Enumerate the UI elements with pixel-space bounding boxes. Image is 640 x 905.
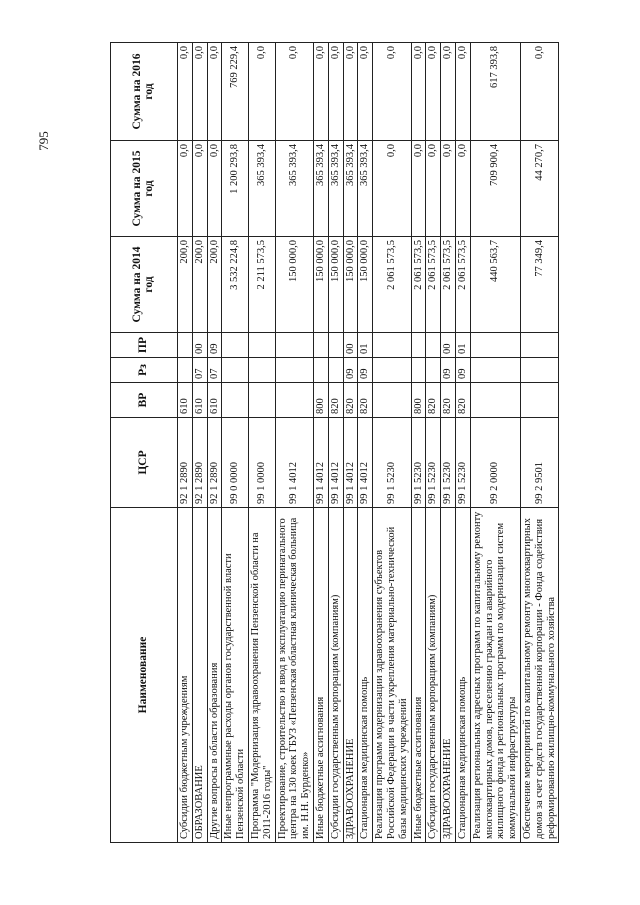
- table-row: [358, 43, 373, 843]
- row-name: Реализация региональных адресных программ по капитальному ремонту многоквартирных домов, переселению граждан из аварийного жилищного фонда и региональных программ по модернизации систем коммунальной инфраструктуры: [470, 508, 520, 843]
- row-vr: 820: [441, 383, 456, 418]
- row-rz: 09: [455, 358, 470, 383]
- row-rz: [426, 358, 441, 383]
- row-csr: 92 1 2890: [178, 418, 193, 508]
- row-pr: 00: [441, 333, 456, 358]
- header-2014: Сумма на 2014 год: [111, 237, 178, 333]
- row-vr: 610: [207, 383, 222, 418]
- table-row: [313, 43, 328, 843]
- row-rz: [222, 358, 249, 383]
- row-pr: 00: [192, 333, 207, 358]
- row-csr: 99 1 0000: [248, 418, 275, 508]
- row-name: Субсидии государственным корпорациям (компаниям): [328, 508, 343, 843]
- row-csr: 99 1 4012: [313, 418, 328, 508]
- row-vr: 610: [178, 383, 193, 418]
- row-vr: [520, 383, 558, 418]
- row-sum-2016: 0,0: [343, 43, 358, 141]
- row-sum-2014: 200,0: [192, 237, 207, 333]
- row-vr: 800: [411, 383, 426, 418]
- row-pr: 09: [207, 333, 222, 358]
- row-sum-2015: 365 393,4: [313, 141, 328, 237]
- row-sum-2016: 0,0: [441, 43, 456, 141]
- row-csr: 99 1 4012: [343, 418, 358, 508]
- row-sum-2014: 2 061 573,5: [411, 237, 426, 333]
- row-pr: [275, 333, 313, 358]
- row-vr: [470, 383, 520, 418]
- row-pr: [248, 333, 275, 358]
- row-rz: 09: [441, 358, 456, 383]
- row-csr: 99 2 9501: [520, 418, 558, 508]
- row-vr: [373, 383, 411, 418]
- row-csr: 99 1 5230: [373, 418, 411, 508]
- row-sum-2014: 2 061 573,5: [455, 237, 470, 333]
- row-sum-2016: 0,0: [426, 43, 441, 141]
- row-pr: [426, 333, 441, 358]
- row-csr: 99 2 0000: [470, 418, 520, 508]
- row-sum-2016: 0,0: [192, 43, 207, 141]
- row-rz: [248, 358, 275, 383]
- row-sum-2015: 365 393,4: [358, 141, 373, 237]
- row-name: Иные непрограммные расходы органов государственной власти Пензенской области: [222, 508, 249, 843]
- row-sum-2016: 0,0: [328, 43, 343, 141]
- table-row: [328, 43, 343, 843]
- row-sum-2014: 200,0: [178, 237, 193, 333]
- row-vr: 820: [328, 383, 343, 418]
- header-vr: ВР: [111, 383, 178, 418]
- row-pr: 00: [343, 333, 358, 358]
- row-vr: 820: [343, 383, 358, 418]
- row-sum-2016: 0,0: [373, 43, 411, 141]
- row-sum-2015: 365 393,4: [343, 141, 358, 237]
- row-csr: 99 1 5230: [441, 418, 456, 508]
- row-rz: [313, 358, 328, 383]
- row-rz: [178, 358, 193, 383]
- row-csr: 92 1 2890: [192, 418, 207, 508]
- row-sum-2014: 3 532 224,8: [222, 237, 249, 333]
- row-pr: [411, 333, 426, 358]
- row-sum-2015: 0,0: [426, 141, 441, 237]
- row-pr: [373, 333, 411, 358]
- row-sum-2015: 44 270,7: [520, 141, 558, 237]
- row-sum-2015: 0,0: [192, 141, 207, 237]
- row-sum-2015: 1 200 293,8: [222, 141, 249, 237]
- row-sum-2015: 0,0: [441, 141, 456, 237]
- row-name: Проектирование, строительство и ввод в эксплуатацию перинатального центра на 130 коек ГБУЗ «Пензенская областная клиническая больница им. Н.Н. Бурденко»: [275, 508, 313, 843]
- row-sum-2014: 150 000,0: [313, 237, 328, 333]
- row-sum-2016: 0,0: [411, 43, 426, 141]
- header-2015: Сумма на 2015 год: [111, 141, 178, 237]
- table-row: [222, 43, 249, 843]
- row-pr: [470, 333, 520, 358]
- row-sum-2015: 0,0: [373, 141, 411, 237]
- table-row: [207, 43, 222, 843]
- row-sum-2014: 150 000,0: [328, 237, 343, 333]
- row-sum-2014: 2 061 573,5: [441, 237, 456, 333]
- row-rz: [470, 358, 520, 383]
- table-header-row: [111, 43, 178, 843]
- row-sum-2014: 77 349,4: [520, 237, 558, 333]
- table-row: [411, 43, 426, 843]
- row-vr: [275, 383, 313, 418]
- row-sum-2015: 365 393,4: [248, 141, 275, 237]
- row-sum-2014: 2 061 573,5: [426, 237, 441, 333]
- table-row: [455, 43, 470, 843]
- row-rz: 07: [207, 358, 222, 383]
- row-name: ЗДРАВООХРАНЕНИЕ: [343, 508, 358, 843]
- header-rz: Рз: [111, 358, 178, 383]
- row-name: Стационарная медицинская помощь: [358, 508, 373, 843]
- row-csr: 99 0 0000: [222, 418, 249, 508]
- row-rz: [520, 358, 558, 383]
- row-pr: [178, 333, 193, 358]
- row-sum-2016: 0,0: [358, 43, 373, 141]
- row-vr: [248, 383, 275, 418]
- row-pr: [313, 333, 328, 358]
- row-rz: 07: [192, 358, 207, 383]
- row-csr: 99 1 4012: [358, 418, 373, 508]
- row-name: Иные бюджетные ассигнования: [313, 508, 328, 843]
- row-name: Обеспечение мероприятий по капитальному ремонту многоквартирных домов за счет средств государственной корпорации - Фонда содействия реформированию жилищно-коммунального хозяйства: [520, 508, 558, 843]
- header-csr: ЦСР: [111, 418, 178, 508]
- row-vr: 800: [313, 383, 328, 418]
- table-row: [248, 43, 275, 843]
- row-name: Другие вопросы в области образования: [207, 508, 222, 843]
- row-pr: 01: [358, 333, 373, 358]
- row-csr: 99 1 5230: [455, 418, 470, 508]
- row-vr: 820: [426, 383, 441, 418]
- row-sum-2014: 150 000,0: [275, 237, 313, 333]
- row-sum-2015: 0,0: [207, 141, 222, 237]
- row-name: Иные бюджетные ассигнования: [411, 508, 426, 843]
- row-name: Программа "Модернизация здравоохранения Пензенской области на 2011-2016 годы": [248, 508, 275, 843]
- row-sum-2016: 617 393,8: [470, 43, 520, 141]
- row-name: ЗДРАВООХРАНЕНИЕ: [441, 508, 456, 843]
- row-sum-2014: 150 000,0: [358, 237, 373, 333]
- row-vr: 610: [192, 383, 207, 418]
- row-sum-2014: 200,0: [207, 237, 222, 333]
- row-sum-2016: 0,0: [207, 43, 222, 141]
- row-csr: 92 1 2890: [207, 418, 222, 508]
- row-sum-2015: 709 900,4: [470, 141, 520, 237]
- row-sum-2015: 0,0: [178, 141, 193, 237]
- header-pr: ПР: [111, 333, 178, 358]
- row-sum-2014: 440 563,7: [470, 237, 520, 333]
- row-sum-2015: 365 393,4: [328, 141, 343, 237]
- table-row: [192, 43, 207, 843]
- row-name: ОБРАЗОВАНИЕ: [192, 508, 207, 843]
- row-vr: [222, 383, 249, 418]
- table-row: [470, 43, 520, 843]
- row-sum-2016: 769 229,4: [222, 43, 249, 141]
- table-row: [426, 43, 441, 843]
- row-name: Субсидии государственным корпорациям (компаниям): [426, 508, 441, 843]
- row-rz: 09: [358, 358, 373, 383]
- row-sum-2014: 150 000,0: [343, 237, 358, 333]
- row-rz: [373, 358, 411, 383]
- table-row: [343, 43, 358, 843]
- budget-table: [110, 42, 559, 843]
- row-pr: [328, 333, 343, 358]
- row-sum-2016: 0,0: [275, 43, 313, 141]
- row-rz: [328, 358, 343, 383]
- header-name: Наименование: [111, 508, 178, 843]
- row-sum-2014: 2 061 573,5: [373, 237, 411, 333]
- row-sum-2016: 0,0: [248, 43, 275, 141]
- table-row: [275, 43, 313, 843]
- row-sum-2016: 0,0: [455, 43, 470, 141]
- table-row: [373, 43, 411, 843]
- row-sum-2014: 2 211 573,5: [248, 237, 275, 333]
- row-pr: [222, 333, 249, 358]
- row-rz: [411, 358, 426, 383]
- table-row: [520, 43, 558, 843]
- row-rz: [275, 358, 313, 383]
- row-rz: 09: [343, 358, 358, 383]
- row-sum-2015: 0,0: [411, 141, 426, 237]
- rotated-table-container: [110, 43, 594, 843]
- row-sum-2015: 0,0: [455, 141, 470, 237]
- row-sum-2016: 0,0: [178, 43, 193, 141]
- row-vr: 820: [358, 383, 373, 418]
- row-csr: 99 1 5230: [426, 418, 441, 508]
- row-pr: 01: [455, 333, 470, 358]
- row-name: Субсидии бюджетным учреждениям: [178, 508, 193, 843]
- page-number: 795: [36, 131, 51, 151]
- row-csr: 99 1 5230: [411, 418, 426, 508]
- row-name: Реализация программ модернизации здравоохранения субъектов Российской Федерации в части укрепления материально-технической базы медицинских учреждений: [373, 508, 411, 843]
- row-sum-2016: 0,0: [313, 43, 328, 141]
- row-csr: 99 1 4012: [275, 418, 313, 508]
- table-row: [441, 43, 456, 843]
- row-name: Стационарная медицинская помощь: [455, 508, 470, 843]
- row-sum-2016: 0,0: [520, 43, 558, 141]
- row-pr: [520, 333, 558, 358]
- table-row: [178, 43, 193, 843]
- header-2016: Сумма на 2016 год: [111, 43, 178, 141]
- row-vr: 820: [455, 383, 470, 418]
- row-csr: 99 1 4012: [328, 418, 343, 508]
- row-sum-2015: 365 393,4: [275, 141, 313, 237]
